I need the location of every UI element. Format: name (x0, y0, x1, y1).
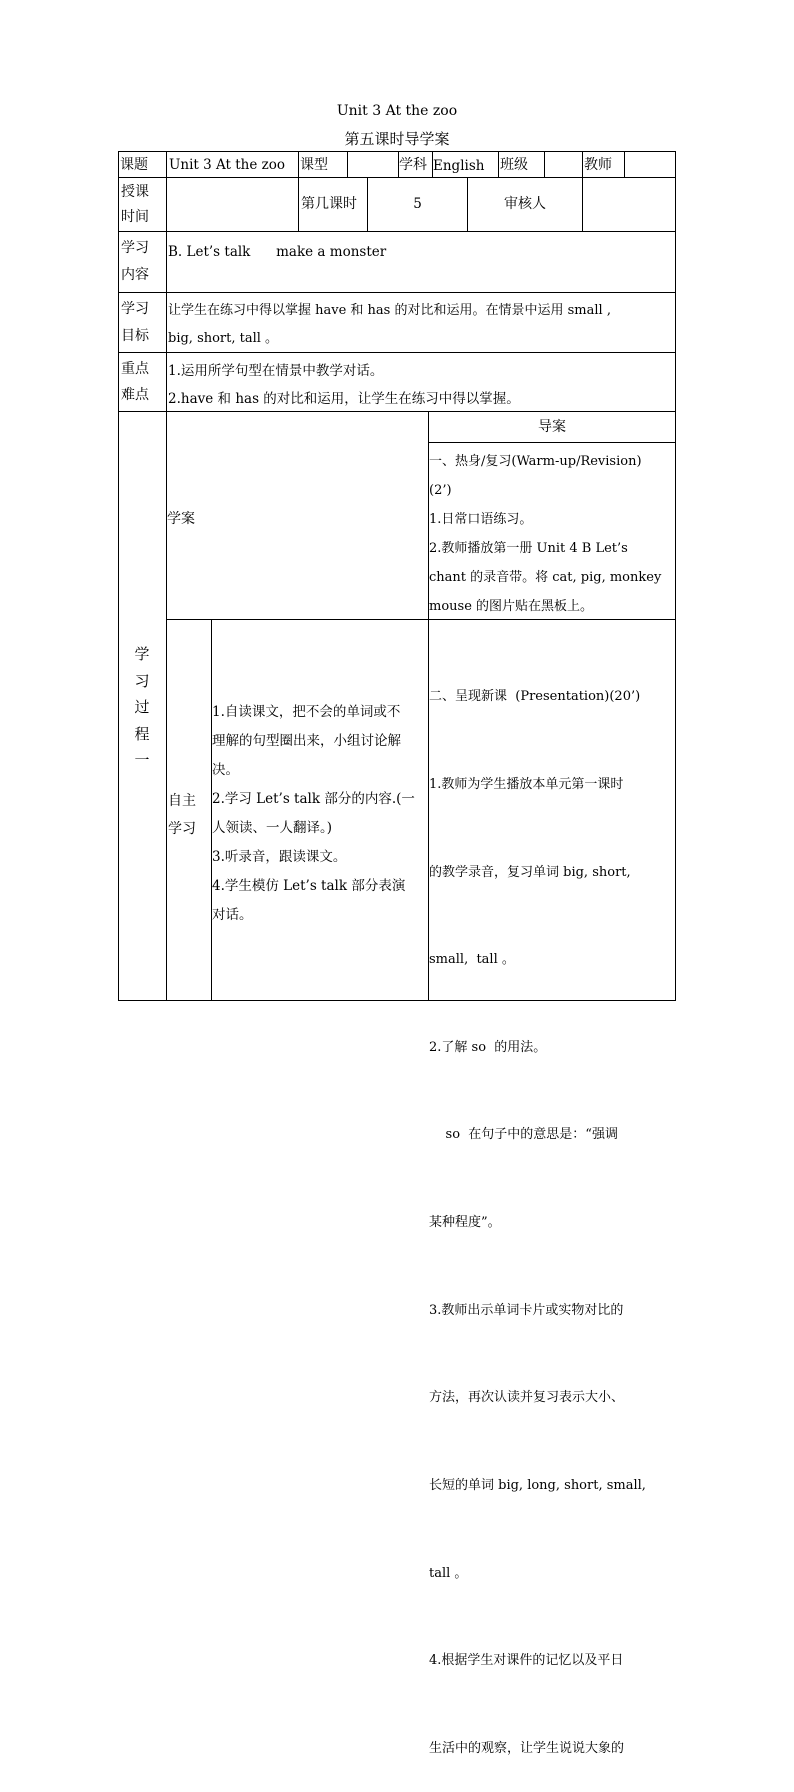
process-label (118, 641, 166, 774)
self-study-line-5: 人领读、一人翻译。) (212, 820, 333, 836)
self-study-line-3: 决。 (212, 762, 239, 778)
study-content-label-line1: 学习 (121, 240, 149, 256)
presentation-line-5: 2.了解 so 的用法。 (429, 1039, 547, 1055)
self-study-line-6: 3.听录音，跟读课文。 (212, 849, 347, 865)
presentation-line-9: 方法，再次认读并复习表示大小、 (429, 1390, 625, 1406)
warmup-line-5: chant 的录音带。将 cat, pig, monkey (429, 570, 662, 585)
doc-title: Unit 3 At the zoo (336, 103, 458, 119)
key-difficult-line2: 2.have 和 has 的对比和运用，让学生在练习中得以掌握。 (168, 391, 520, 407)
warmup-block (429, 447, 676, 621)
lesson-number-value: 5 (413, 196, 422, 212)
process-label-char-1: 学 (134, 645, 150, 663)
daoan-header: 导案 (538, 419, 566, 435)
warmup-line-4: 2.教师播放第一册 Unit 4 B Let’s (429, 541, 628, 556)
course-topic-value: Unit 3 At the zoo (169, 157, 285, 173)
presentation-line-3: 的教学录音，复习单词 big, short, (429, 864, 631, 880)
subject-label: 学科 (399, 157, 427, 173)
study-goal-label-line2: 目标 (121, 328, 149, 344)
presentation-line-12: 4.根据学生对课件的记忆以及平日 (429, 1653, 624, 1669)
key-difficult-line1: 1.运用所学句型在情景中教学对话。 (168, 363, 384, 379)
process-label-char-2: 习 (134, 671, 150, 690)
self-study-label-line2: 学习 (168, 821, 196, 837)
study-content-label (121, 235, 165, 289)
self-study-line-7: 4.学生模仿 Let’s talk 部分表演 (212, 878, 406, 894)
self-study-line-4: 2.学习 Let’s talk 部分的内容.(一 (212, 791, 415, 807)
self-study-label (168, 787, 210, 843)
process-label-char-5: 一 (134, 751, 150, 769)
doc-subtitle: 第五课时导学案 (344, 130, 450, 148)
presentation-line-11: tall 。 (429, 1565, 468, 1581)
presentation-line-8: 3.教师出示单词卡片或实物对比的 (429, 1302, 624, 1318)
course-topic-label: 课题 (120, 157, 148, 173)
key-difficult-value (168, 357, 673, 413)
key-difficult-label-line2: 难点 (121, 387, 149, 403)
self-study-block (212, 698, 428, 930)
class-label: 班级 (500, 157, 528, 173)
lesson-number-label: 第几课时 (301, 196, 357, 212)
teaching-time-label-line2: 时间 (121, 209, 149, 225)
warmup-line-1: 一、热身/复习(Warm-up/Revision) (429, 454, 642, 469)
presentation-line-13: 生活中的观察，让学生说说大象的 (429, 1740, 625, 1756)
teaching-time-label-line1: 授课 (121, 184, 149, 200)
self-study-line-1: 1.自读课文，把不会的单词或不 (212, 704, 401, 720)
presentation-line-4: small, tall 。 (429, 952, 515, 968)
presentation-line-1: 二、呈现新课 (Presentation)(20’) (429, 689, 641, 705)
teacher-label: 教师 (584, 157, 612, 173)
self-study-label-line1: 自主 (168, 793, 196, 809)
study-goal-label-line1: 学习 (121, 301, 149, 317)
study-goal-value (168, 297, 676, 353)
reviewer-label: 审核人 (504, 196, 546, 212)
presentation-line-7: 某种程度”。 (429, 1215, 501, 1231)
presentation-line-6: so 在句子中的意思是：“强调 (429, 1127, 618, 1143)
process-label-char-3: 过 (134, 698, 150, 716)
key-difficult-label (121, 356, 165, 408)
teaching-time-label (121, 180, 165, 230)
study-content-value: B. Let’s talk make a monster (168, 244, 387, 260)
warmup-line-2: (2’) (429, 483, 452, 498)
warmup-line-3: 1.日常口语练习。 (429, 512, 533, 527)
key-difficult-label-line1: 重点 (121, 361, 149, 377)
process-label-char-4: 程 (134, 724, 150, 743)
study-goal-label (121, 296, 165, 350)
self-study-line-2: 理解的句型圈出来，小组讨论解 (212, 733, 401, 749)
xuean-label: 学案 (167, 511, 195, 527)
presentation-line-10: 长短的单词 big, long, short, small, (429, 1477, 646, 1493)
self-study-line-8: 对话。 (212, 907, 253, 923)
study-goal-line2: big, short, tall 。 (168, 331, 279, 346)
subject-value: English (433, 158, 485, 174)
study-goal-line1: 让学生在练习中得以掌握 have 和 has 的对比和运用。在情景中运用 small , (168, 303, 611, 318)
study-content-label-line2: 内容 (121, 267, 149, 283)
presentation-line-2: 1.教师为学生播放本单元第一课时 (429, 777, 624, 793)
lesson-type-label: 课型 (300, 157, 328, 173)
presentation-block (429, 624, 676, 1756)
warmup-line-6: mouse 的图片贴在黑板上。 (429, 599, 594, 614)
